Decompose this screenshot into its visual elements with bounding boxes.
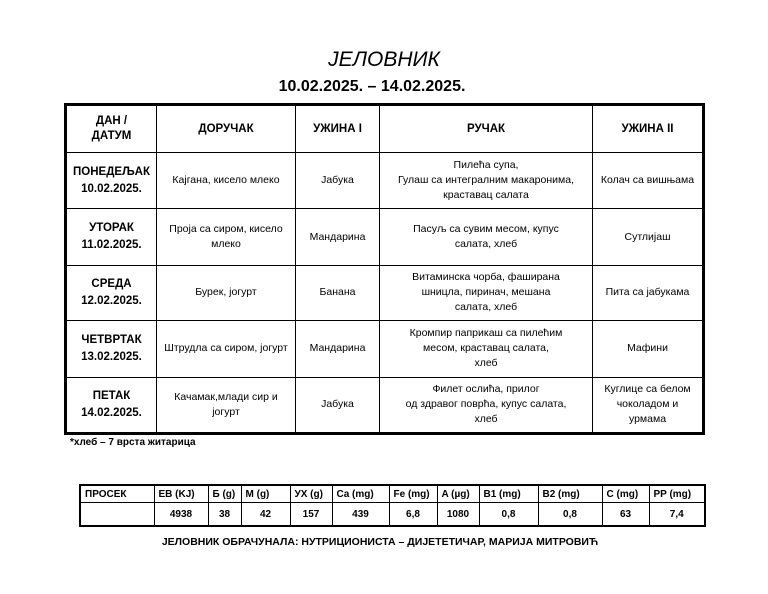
snack1-cell [296, 265, 380, 320]
lunch-cell [380, 209, 593, 265]
lunch-cell [380, 265, 593, 320]
nutrition-value-cell: 7,4 [649, 503, 705, 527]
breakfast-text: млеко [211, 238, 241, 251]
lunch-text: хлеб [474, 357, 498, 370]
day-date-cell [66, 265, 157, 320]
snack1-cell [296, 209, 380, 265]
nutrition-header-cell: Б (g) [208, 485, 241, 503]
nutrition-header-cell: М (g) [241, 485, 290, 503]
snack1-text: Мандарина [309, 342, 366, 355]
lunch-text: Гулаш са интегралним макаронима, [398, 174, 574, 187]
snack1-text: Банана [319, 286, 356, 299]
breakfast-cell [157, 265, 296, 320]
snack2-text: чоколадом и [616, 398, 679, 411]
snack2-text: Мафини [627, 342, 668, 355]
breakfast-text: Кајгана, кисело млеко [172, 174, 280, 187]
nutrition-header-cell: A (µg) [437, 485, 479, 503]
bread-footnote: *хлеб – 7 врста житарица [70, 437, 196, 448]
nutrition-value-cell: 439 [332, 503, 389, 527]
nutrition-values-row [80, 503, 705, 527]
nutrition-header-cell: Ca (mg) [332, 485, 389, 503]
lunch-text: Пасуљ са сувим месом, купус [413, 223, 559, 236]
day-date-cell [66, 209, 157, 265]
menu-day-row [66, 377, 704, 433]
nutrition-value-cell [80, 503, 154, 527]
nutrition-table [79, 484, 706, 527]
breakfast-text: Бурек, јогурт [195, 286, 257, 299]
snack1-cell [296, 153, 380, 209]
snack2-cell [593, 377, 704, 433]
lunch-cell [380, 321, 593, 377]
nutrition-value-cell: 38 [208, 503, 241, 527]
nutrition-value-cell: 63 [602, 503, 649, 527]
breakfast-text: јогурт [212, 405, 240, 418]
day-date: 11.02.2025. [81, 239, 142, 252]
snack2-cell [593, 209, 704, 265]
header-lunch: РУЧАК [380, 105, 593, 153]
nutrition-header-cell: B1 (mg) [479, 485, 538, 503]
menu-period: 10.02.2025. – 14.02.2025. [278, 78, 466, 95]
snack2-cell [593, 265, 704, 320]
lunch-text: Филет ослића, прилог [432, 383, 540, 396]
day-date: 13.02.2025. [81, 350, 142, 363]
breakfast-cell [157, 377, 296, 433]
day-name: УТОРАК [89, 222, 134, 235]
menu-author-credit: ЈЕЛОВНИК ОБРАЧУНАЛА: НУТРИЦИОНИСТА – ДИЈЕТЕТИЧАР, МАРИЈА МИТРОВИЋ [161, 536, 599, 548]
lunch-text: хлеб [474, 413, 498, 426]
nutrition-value-cell: 0,8 [538, 503, 602, 527]
nutrition-value-cell: 157 [290, 503, 332, 527]
snack1-text: Мандарина [309, 230, 366, 243]
nutrition-value-cell: 0,8 [479, 503, 538, 527]
lunch-text: салата, хлеб [454, 301, 518, 314]
snack2-text: Колач са вишњама [600, 174, 695, 187]
nutrition-header-cell: УХ (g) [290, 485, 332, 503]
day-date: 10.02.2025. [81, 182, 142, 195]
menu-day-row [66, 153, 704, 209]
snack2-text: Куглице са белом [604, 383, 691, 396]
header-snack-2: УЖИНА II [593, 105, 704, 153]
day-date-cell [66, 153, 157, 209]
lunch-text: Кромпир паприкаш са пилећим [409, 327, 563, 340]
header-breakfast: ДОРУЧАК [157, 105, 296, 153]
snack1-cell [296, 377, 380, 433]
header-snack-1: УЖИНА I [296, 105, 380, 153]
menu-title: ЈЕЛОВНИК [328, 48, 440, 71]
day-name: ЧЕТВРТАК [81, 333, 142, 346]
lunch-cell [380, 153, 593, 209]
nutrition-header-cell: B2 (mg) [538, 485, 602, 503]
snack1-cell [296, 321, 380, 377]
day-name: СРЕДА [91, 277, 132, 290]
nutrition-value-cell: 6,8 [389, 503, 437, 527]
breakfast-text: Проја са сиром, кисело [169, 223, 283, 236]
menu-day-row [66, 209, 704, 265]
breakfast-text: Штрудла са сиром, јогурт [164, 342, 288, 355]
breakfast-cell [157, 321, 296, 377]
nutrition-header-cell: C (mg) [602, 485, 649, 503]
lunch-text: шницла, пиринач, мешана [421, 286, 551, 299]
day-date: 12.02.2025. [81, 294, 142, 307]
header-day-date: ДАН / ДАТУМ [66, 105, 157, 153]
snack2-cell [593, 153, 704, 209]
snack1-text: Јабука [321, 174, 354, 187]
lunch-text: салата, хлеб [454, 238, 518, 251]
breakfast-text: Качамак,млади сир и [174, 390, 278, 403]
breakfast-cell [157, 209, 296, 265]
nutrition-header-cell: PP (mg) [649, 485, 705, 503]
snack1-text: Јабука [321, 398, 354, 411]
snack2-text: Пита са јабукама [605, 286, 690, 299]
menu-day-row [66, 265, 704, 320]
day-date-cell [66, 377, 157, 433]
breakfast-cell [157, 153, 296, 209]
lunch-text: од здравог поврћа, купус салата, [405, 398, 567, 411]
nutrition-value-cell: 42 [241, 503, 290, 527]
day-date: 14.02.2025. [81, 406, 142, 419]
nutrition-value-cell: 1080 [437, 503, 479, 527]
menu-header-row [66, 105, 704, 153]
menu-day-row [66, 321, 704, 377]
lunch-text: месом, краставац салата, [423, 342, 549, 355]
day-name: ПЕТАК [92, 389, 131, 402]
day-name: ПОНЕДЕЉАК [73, 165, 150, 178]
day-date-cell [66, 321, 157, 377]
nutrition-value-cell: 4938 [154, 503, 208, 527]
snack2-cell [593, 321, 704, 377]
nutrition-header-row [80, 485, 705, 503]
lunch-text: краставац салата [443, 189, 529, 202]
weekly-menu-table [64, 103, 705, 435]
lunch-cell [380, 377, 593, 433]
snack2-text: Сутлијаш [624, 230, 671, 243]
nutrition-header-cell: Fe (mg) [389, 485, 437, 503]
nutrition-header-cell: ПРОСЕК [80, 485, 154, 503]
lunch-text: Витаминска чорба, фаширана [412, 271, 560, 284]
nutrition-header-cell: ЕВ (KJ) [154, 485, 208, 503]
lunch-text: Пилећа супа, [453, 159, 519, 172]
snack2-text: урмама [628, 413, 667, 426]
